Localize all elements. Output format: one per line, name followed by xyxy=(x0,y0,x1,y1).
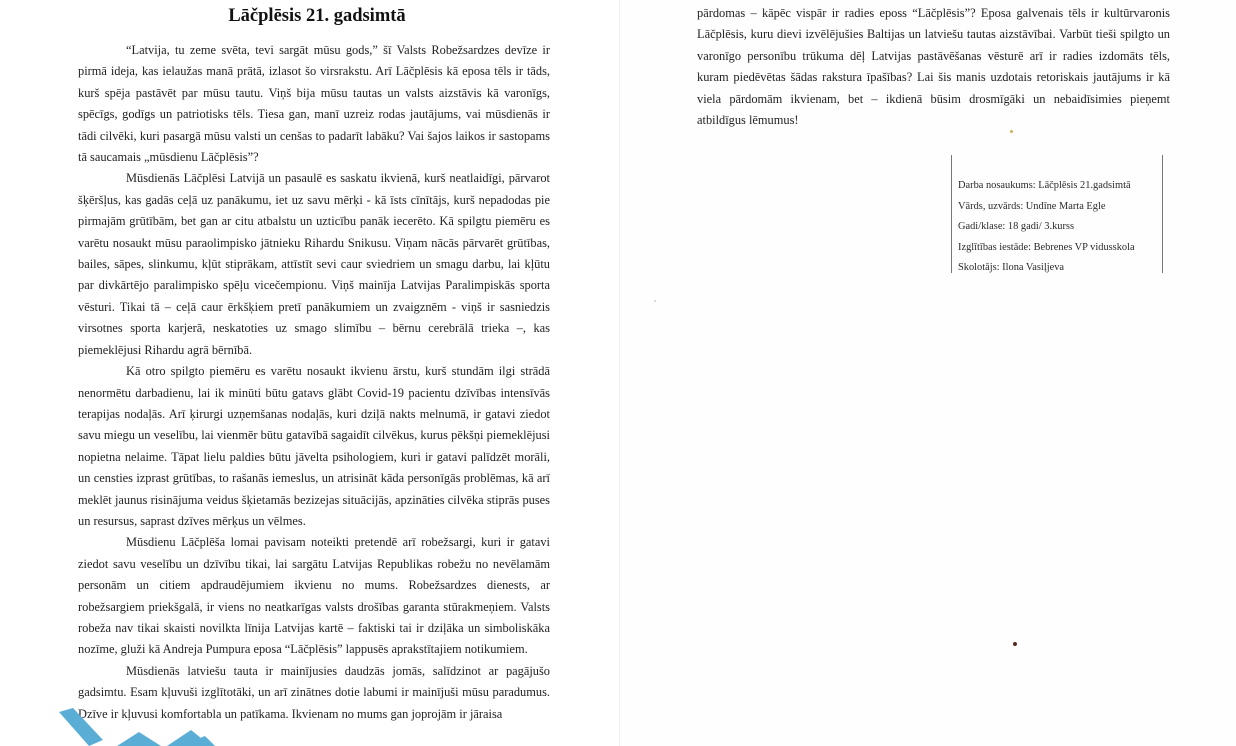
paragraph: Mūsdienu Lāčplēša lomai pavisam noteikti pretendē arī robežsargi, kuri ir gatavi ziedot savu veselību un dzīvību tikai, lai sargātu Latvijas Republikas robežu no nevēlamām personām un citiem apdraudējumiem ikvienu no mums. Robežsardzes dienests, ar robežsargiem priekšgalā, ir viens no neatkarīgas valsts drošības garanta stūrakmeņiem. Valsts robeža nav tikai skaisti novilkta līnija Latvijas kartē – faktiski tai ir dziļāka un simboliskāka nozīme, gluži kā Andreja Pumpura eposa “Lāčplēsis” lappusēs aprakstītajiem notikumiem. xyxy=(78,535,550,657)
scan-speck xyxy=(654,300,656,302)
paragraph: Mūsdienās Lāčplēsi Latvijā un pasaulē es saskatu ikvienā, kurš neatlaidīgi, pārvarot šķēršļus, kas gadās ceļā uz panākumu, iet uz savu mērķi - kā īsts cīnītājs, kurš nepadodas pie pirmajām grūtībām, bet gan ar citu atbalstu un uzticību panāk iecerēto. Kā spilgtu piemēru es varētu nosaukt mūsu paraolimpisko jātnieku Rihardu Snikusu. Viņam nācās pārvarēt grūtības, bailes, sāpes, slinkumu, kļūt stiprākam, attīstīt sevi caur sviedriem un smagu darbu, lai kļūtu par divkārtējo paralimpisko spēļu vicečempionu. Viņš mainīja Latvijas Paralimpiskās sporta vēsturi. Tikai tā – ceļā caur ērkšķiem pretī panākumiem un zvaigznēm - viņš ir sasniedzis virsotnes sporta karjerā, neskatoties uz smago slimību – bērnu cerebrālā trieka –, kas piemeklējusi Rihardu agrā bērnībā. xyxy=(78,171,550,357)
info-author-name: Vārds, uzvārds: Undīne Marta Egle xyxy=(958,200,1106,212)
paragraph: “Latvija, tu zeme svēta, tevi sargāt mūsu gods,” šī Valsts Robežsardzes devīze ir pirmā ideja, kas ielaužas manā prātā, izlasot šo virsrakstu. Arī Lāčplēsis kā eposa tēls ir tāds, kurš spēja pastāvēt par mūsu tautu. Viņš bija mūsu tautas un valsts aizstāvis kā varonīgs, spēcīgs, godīgs un patriotisks tēls. Tiesa gan, manī uzreiz rodas jautājums, vai mūsdienās ir tādi cilvēki, kuri pasargā mūsu valsti un cenšas to padarīt labāku? Vai šajos laikos ir sastopams tā saucamais „mūsdienu Lāčplēsis”? xyxy=(78,43,550,165)
page-gutter xyxy=(619,0,620,746)
info-school: Izglītības iestāde: Bebrenes VP vidusskola xyxy=(958,241,1135,253)
info-teacher: Skolotājs: Ilona Vasiļjeva xyxy=(958,262,1065,274)
author-info xyxy=(958,176,1135,279)
document-title: Lāčplēsis 21. gadsimtā xyxy=(228,6,406,26)
info-work-title: Darba nosaukums: Lāčplēsis 21.gadsimtā xyxy=(958,180,1131,191)
info-age-class: Gadi/klase: 18 gadi/ 3.kurss xyxy=(958,221,1075,233)
watermark-icon xyxy=(55,706,225,746)
right-page-body xyxy=(697,3,1170,131)
scan-speck xyxy=(1010,130,1013,133)
scan-speck xyxy=(1013,642,1017,646)
paragraph: Kā otro spilgto piemēru es varētu nosaukt ikvienu ārstu, kurš stundām ilgi strādā nenormētu darbadienu, lai ik minūti būtu gatavs glābt Covid-19 pacientu dzīvības intensīvās terapijas nodaļās. Arī ķirurgi uzņemšanas nodaļās, kuri dziļā nakts melnumā, ir gatavi ziedot savu miegu un veselību, lai vienmēr būtu gatavībā sagaidīt cilvēkus, kurus pēkšņi piemeklējusi nopietna nelaime. Tāpat lielu paldies būtu jāvelta psihologiem, kuri ir gatavi palīdzēt morāli, un censties izprast grūtības, to rašanās iemeslus, un atrisināt kāda personīgās problēmas, kā arī meklēt jaunus risinājuma veidus šķietamās bezizejas situācijās, apzināties cilvēka stiprās puses un resursus, saprast dzīves mērķus un vēlmes. xyxy=(78,364,550,528)
watermark-logo xyxy=(55,706,225,746)
paragraph: Mūsdienās latviešu tauta ir mainījusies daudzās jomās, salīdzinot ar pagājušo gadsimtu. Esam kļuvuši izglītotāki, un arī zinātnes dotie labumi ir mainījuši mūsu paradumus. Dzīve ir kļuvusi komfortabla un patīkama. Ikvienam no mums gan joprojām ir jāraisa xyxy=(78,663,550,721)
paragraph: pārdomas – kāpēc vispār ir radies eposs “Lāčplēsis”? Eposa galvenais tēls ir kultūrvaronis Lāčplēsis, kuru dievi izvēlējušies Baltijas un latviešu tautas aizstāvībai. Varbūt tieši spilgto un varonīgo personību trūkuma dēļ Latvijas pastāvēšanas vēsturē arī ir radies izdomāts tēls, kuram piedēvētas šādas rakstura īpašības? Lai šis manis uzdotais retoriskais jautājums ir kā viela pārdomām ikvienam, bet – ikdienā būsim drosmīgāki un nebaidīsimies pieņemt atbildīgus lēmumus! xyxy=(697,6,1170,128)
left-page-body xyxy=(78,40,550,725)
